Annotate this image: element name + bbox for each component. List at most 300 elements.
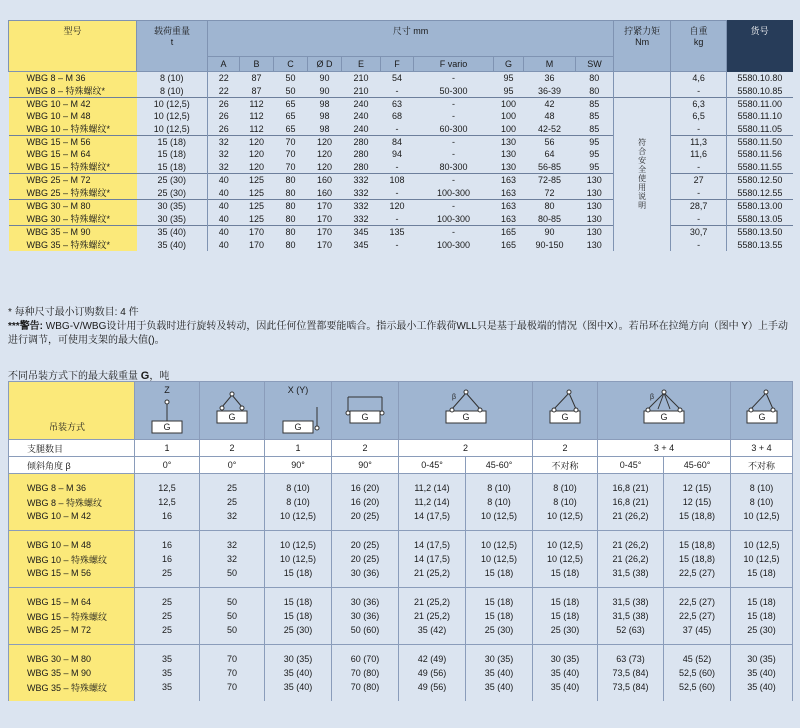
spacer-cell: [332, 523, 399, 531]
value-cell: 240: [342, 110, 381, 122]
value-cell: 332: [342, 200, 381, 213]
part-number: 5580.13.05: [727, 212, 793, 226]
angle-value: 45-60°: [664, 457, 731, 474]
value-cell: 85: [576, 98, 614, 111]
capacity-value: 10 (12,5): [265, 538, 332, 552]
legs-value: 2: [332, 440, 399, 457]
angle-value: 45-60°: [466, 457, 533, 474]
spacer-cell: [265, 588, 332, 596]
value-cell: 36: [524, 72, 576, 85]
spacer-cell: [533, 645, 598, 653]
angle-row: [9, 457, 793, 474]
value-cell: 65: [274, 122, 308, 136]
group-separator: [9, 645, 793, 653]
value-cell: 112: [240, 98, 274, 111]
capacity-value: 8 (10): [533, 495, 598, 509]
header-col: SW: [576, 57, 614, 72]
capacity-value: 10 (12,5): [731, 552, 793, 566]
lift-method-code: X (Y): [287, 385, 309, 395]
torque-note-cell: [614, 98, 671, 252]
value-cell: 130: [576, 238, 614, 251]
header-part-no: 货号: [727, 21, 793, 72]
part-number: 5580.12.55: [727, 186, 793, 200]
header-col: F: [381, 57, 414, 72]
value-cell: 345: [342, 238, 381, 251]
capacity-value: 15 (18): [533, 595, 598, 609]
spacer-cell: [9, 474, 135, 482]
spacer-cell: [533, 588, 598, 596]
model-name: WBG 8 – 特殊螺纹*: [9, 84, 137, 98]
value-cell: 85: [576, 110, 614, 122]
value-cell: 90-150: [524, 238, 576, 251]
spacer-cell: [598, 580, 664, 588]
spacer-cell: [598, 694, 664, 701]
spacer-cell: [135, 694, 200, 701]
capacity-value: 35 (40): [265, 666, 332, 680]
lift-method-cell: [135, 382, 200, 440]
value-cell: -: [414, 200, 494, 213]
value-cell: 10 (12,5): [137, 98, 208, 111]
spacer-cell: [533, 694, 598, 701]
part-number: 5580.11.50: [727, 136, 793, 149]
capacity-value: 30 (35): [533, 652, 598, 666]
header-model: 型号: [9, 21, 137, 72]
capacity-value: 35 (40): [533, 666, 598, 680]
part-number: 5580.13.55: [727, 238, 793, 251]
model-name: WBG 8 – M 36: [9, 72, 137, 85]
table-row: [9, 174, 793, 187]
value-cell: -: [414, 226, 494, 239]
table-row: [9, 509, 793, 523]
svg-text:G: G: [660, 412, 668, 422]
capacity-value: 35: [135, 666, 200, 680]
table-row: [9, 200, 793, 213]
capacity-value: 50: [200, 623, 265, 637]
capacity-value: 15 (18): [533, 609, 598, 623]
spacer-cell: [466, 645, 533, 653]
value-cell: 80: [576, 84, 614, 98]
lift-method-cell: [265, 382, 332, 440]
value-cell: 50: [274, 72, 308, 85]
value-cell: 87: [240, 84, 274, 98]
lift-method-label: 吊装方式: [9, 382, 135, 440]
capacity-value: 21 (26,2): [598, 552, 664, 566]
capacity-value: 12,5: [135, 481, 200, 495]
header-weight: 自重 kg: [671, 21, 727, 72]
value-cell: -: [414, 148, 494, 160]
table-row: [9, 495, 793, 509]
spacer-cell: [598, 474, 664, 482]
capacity-value: 45 (52): [664, 652, 731, 666]
capacity-value: 25: [135, 609, 200, 623]
value-cell: -: [381, 122, 414, 136]
lift-method-cell: [731, 382, 793, 440]
capacity-value: 35 (40): [466, 680, 533, 694]
value-cell: 210: [342, 72, 381, 85]
capacity-value: 25 (30): [533, 623, 598, 637]
value-cell: 56-85: [524, 160, 576, 174]
value-cell: 280: [342, 148, 381, 160]
header-col: Ø D: [308, 57, 342, 72]
capacity-value: 30 (35): [466, 652, 533, 666]
value-cell: 70: [274, 136, 308, 149]
spacer-cell: [466, 474, 533, 482]
capacity-value: 30 (36): [332, 609, 399, 623]
capacity-value: 25 (30): [731, 623, 793, 637]
value-cell: 8 (10): [137, 84, 208, 98]
spacer-cell: [200, 637, 265, 645]
spacer-cell: [135, 637, 200, 645]
capacity-value: 16,8 (21): [598, 481, 664, 495]
spacer-cell: [466, 694, 533, 701]
spacer-cell: [598, 645, 664, 653]
spacer-cell: [399, 637, 466, 645]
value-cell: 50: [274, 84, 308, 98]
value-cell: 170: [308, 238, 342, 251]
value-cell: 130: [494, 160, 524, 174]
capacity-value: 8 (10): [731, 481, 793, 495]
capacity-value: 50: [200, 566, 265, 580]
part-number: 5580.11.55: [727, 160, 793, 174]
value-cell: 80: [274, 174, 308, 187]
value-cell: 8 (10): [137, 72, 208, 85]
value-cell: 25 (30): [137, 186, 208, 200]
value-cell: 130: [576, 226, 614, 239]
value-cell: 26: [208, 122, 240, 136]
value-cell: 130: [576, 186, 614, 200]
value-cell: 15 (18): [137, 148, 208, 160]
spacer-cell: [9, 645, 135, 653]
weight-cell: 11,3: [671, 136, 727, 149]
capacity-value: 35 (40): [466, 666, 533, 680]
value-cell: 60-300: [414, 122, 494, 136]
model-name: WBG 10 – 特殊螺纹*: [9, 122, 137, 136]
capacity-value: 15 (18): [533, 566, 598, 580]
value-cell: 50-300: [414, 84, 494, 98]
value-cell: 80: [274, 226, 308, 239]
table-row: [9, 186, 793, 200]
spacer-cell: [399, 580, 466, 588]
header-col: G: [494, 57, 524, 72]
value-cell: 26: [208, 98, 240, 111]
model-name: WBG 10 – M 48: [9, 538, 135, 552]
capacity-value: 70: [200, 652, 265, 666]
capacity-value: 10 (12,5): [533, 552, 598, 566]
value-cell: 210: [342, 84, 381, 98]
value-cell: 80: [274, 200, 308, 213]
angle-value: 0-45°: [399, 457, 466, 474]
value-cell: 65: [274, 98, 308, 111]
spacer-cell: [9, 580, 135, 588]
group-end: [9, 694, 793, 701]
capacity-value: 25 (30): [466, 623, 533, 637]
capacity-value: 14 (17,5): [399, 552, 466, 566]
value-cell: 22: [208, 72, 240, 85]
value-cell: -: [414, 136, 494, 149]
weight-cell: 6,3: [671, 98, 727, 111]
table-row: [9, 552, 793, 566]
table-row: [9, 72, 793, 85]
value-cell: 170: [308, 200, 342, 213]
weight-cell: -: [671, 212, 727, 226]
capacity-value: 10 (12,5): [731, 538, 793, 552]
group-separator: [9, 474, 793, 482]
spacer-cell: [533, 580, 598, 588]
model-name: WBG 30 – M 80: [9, 652, 135, 666]
legs-label: 支腿数目: [9, 440, 135, 457]
value-cell: 80: [576, 72, 614, 85]
value-cell: -: [381, 238, 414, 251]
capacity-value: 49 (56): [399, 680, 466, 694]
value-cell: 10 (12,5): [137, 110, 208, 122]
angle-value: 0°: [200, 457, 265, 474]
spacer-cell: [332, 474, 399, 482]
capacity-value: 16: [135, 538, 200, 552]
svg-text:G: G: [294, 422, 302, 432]
capacity-value: 37 (45): [664, 623, 731, 637]
capacity-value: 52,5 (60): [664, 666, 731, 680]
capacity-value: 35 (42): [399, 623, 466, 637]
capacity-value: 32: [200, 509, 265, 523]
value-cell: 135: [381, 226, 414, 239]
lift-method-row: [9, 382, 793, 440]
group-separator: [9, 531, 793, 539]
value-cell: 100-300: [414, 186, 494, 200]
spacer-cell: [399, 694, 466, 701]
value-cell: 332: [342, 186, 381, 200]
table-row: [9, 98, 793, 111]
angle-value: 不对称: [731, 457, 793, 474]
spacer-cell: [533, 531, 598, 539]
spacer-cell: [399, 474, 466, 482]
value-cell: 332: [342, 174, 381, 187]
model-name: WBG 8 – M 36: [9, 481, 135, 495]
spacer-cell: [466, 531, 533, 539]
model-name: WBG 25 – M 72: [9, 174, 137, 187]
spacer-cell: [332, 580, 399, 588]
table-row: [9, 122, 793, 136]
model-name: WBG 25 – 特殊螺纹*: [9, 186, 137, 200]
table-row: [9, 609, 793, 623]
spacer-cell: [135, 588, 200, 596]
capacity-value: 25: [200, 495, 265, 509]
value-cell: 80-300: [414, 160, 494, 174]
capacity-value: 50: [200, 609, 265, 623]
table-row: [9, 136, 793, 149]
model-name: WBG 10 – 特殊螺纹: [9, 552, 135, 566]
weight-cell: 30,7: [671, 226, 727, 239]
spacer-cell: [598, 523, 664, 531]
capacity-value: 15 (18): [466, 566, 533, 580]
part-number: 5580.11.10: [727, 110, 793, 122]
value-cell: 240: [342, 98, 381, 111]
table-row: [9, 212, 793, 226]
model-name: WBG 35 – M 90: [9, 226, 137, 239]
weight-cell: -: [671, 122, 727, 136]
value-cell: 332: [342, 212, 381, 226]
model-name: WBG 15 – M 56: [9, 136, 137, 149]
capacity-value: 15 (18): [265, 595, 332, 609]
capacity-value: 10 (12,5): [466, 538, 533, 552]
capacity-value: 16: [135, 509, 200, 523]
value-cell: 125: [240, 186, 274, 200]
capacity-value: 16: [135, 552, 200, 566]
capacity-value: 8 (10): [731, 495, 793, 509]
spacer-cell: [664, 645, 731, 653]
value-cell: 130: [494, 136, 524, 149]
torque-cell-top: [614, 72, 671, 85]
value-cell: 68: [381, 110, 414, 122]
value-cell: 120: [308, 148, 342, 160]
spacer-cell: [9, 531, 135, 539]
capacity-value: 15 (18): [731, 566, 793, 580]
legs-value: 3 + 4: [598, 440, 731, 457]
spacer-cell: [9, 694, 135, 701]
value-cell: 65: [274, 110, 308, 122]
lift-method-cell: [598, 382, 731, 440]
weight-cell: -: [671, 238, 727, 251]
table-row: [9, 226, 793, 239]
model-name: WBG 35 – 特殊螺纹: [9, 680, 135, 694]
legs-value: 1: [265, 440, 332, 457]
model-name: WBG 10 – M 48: [9, 110, 137, 122]
spacer-cell: [200, 694, 265, 701]
spacer-cell: [664, 531, 731, 539]
spacer-cell: [200, 645, 265, 653]
part-number: 5580.10.85: [727, 84, 793, 98]
spacer-cell: [731, 580, 793, 588]
value-cell: 40: [208, 200, 240, 213]
value-cell: 95: [576, 136, 614, 149]
value-cell: 100: [494, 122, 524, 136]
spacer-cell: [731, 645, 793, 653]
value-cell: 90: [524, 226, 576, 239]
value-cell: 80: [524, 200, 576, 213]
capacity-value: 22,5 (27): [664, 609, 731, 623]
model-name: WBG 15 – M 56: [9, 566, 135, 580]
value-cell: 120: [240, 160, 274, 174]
model-name: WBG 10 – M 42: [9, 509, 135, 523]
capacity-value: 15 (18): [731, 609, 793, 623]
svg-text:G: G: [228, 412, 236, 422]
value-cell: 100-300: [414, 238, 494, 251]
angle-value: 不对称: [533, 457, 598, 474]
table-row: [9, 84, 793, 98]
capacity-value: 35: [135, 680, 200, 694]
spacer-cell: [200, 588, 265, 596]
value-cell: 94: [381, 148, 414, 160]
part-number: 5580.12.50: [727, 174, 793, 187]
value-cell: 40: [208, 226, 240, 239]
capacity-value: 10 (12,5): [265, 509, 332, 523]
spacer-cell: [265, 694, 332, 701]
value-cell: 64: [524, 148, 576, 160]
capacity-value: 10 (12,5): [466, 509, 533, 523]
table-row: [9, 538, 793, 552]
spacer-cell: [135, 474, 200, 482]
value-cell: 56: [524, 136, 576, 149]
header-col: E: [342, 57, 381, 72]
capacity-value: 73,5 (84): [598, 680, 664, 694]
spacer-cell: [332, 694, 399, 701]
spacer-cell: [135, 645, 200, 653]
capacity-value: 20 (25): [332, 552, 399, 566]
value-cell: 70: [274, 160, 308, 174]
value-cell: 32: [208, 160, 240, 174]
capacity-value: 30 (36): [332, 566, 399, 580]
value-cell: 72: [524, 186, 576, 200]
spacer-cell: [664, 694, 731, 701]
table-row: [9, 623, 793, 637]
capacity-value: 8 (10): [466, 495, 533, 509]
spacer-cell: [731, 531, 793, 539]
part-number: 5580.11.05: [727, 122, 793, 136]
note-warning: ***警告: WBG-V/WBG设计用于负载时进行旋转及转动，因此任何位置都要能啮合。指示最小工作载荷WLL只是基于最极端的情况（图中X）。若吊环在拉绳方向（图中 Y）上手动进行调节，可使用支架的最大值()。: [8, 321, 789, 346]
capacity-value: 31,5 (38): [598, 595, 664, 609]
capacity-value: 11,2 (14): [399, 495, 466, 509]
lift-diagram-icon: [273, 397, 323, 437]
spacer-cell: [466, 580, 533, 588]
value-cell: 108: [381, 174, 414, 187]
value-cell: 98: [308, 98, 342, 111]
model-name: WBG 35 – 特殊螺纹*: [9, 238, 137, 251]
capacity-value: 8 (10): [265, 495, 332, 509]
legs-row: [9, 440, 793, 457]
value-cell: -: [414, 174, 494, 187]
capacity-value: 21 (25,2): [399, 566, 466, 580]
capacity-value: 14 (17,5): [399, 509, 466, 523]
value-cell: 130: [494, 148, 524, 160]
svg-text:G: G: [163, 422, 171, 432]
spacer-cell: [466, 523, 533, 531]
spacer-cell: [9, 588, 135, 596]
value-cell: 40: [208, 174, 240, 187]
value-cell: 85: [576, 122, 614, 136]
capacity-value: 35 (40): [533, 680, 598, 694]
capacity-value: 32: [200, 552, 265, 566]
value-cell: 35 (40): [137, 238, 208, 251]
capacity-value: 22,5 (27): [664, 566, 731, 580]
value-cell: 125: [240, 174, 274, 187]
part-number: 5580.10.80: [727, 72, 793, 85]
capacity-value: 63 (73): [598, 652, 664, 666]
lift-diagram-icon: [737, 387, 787, 427]
value-cell: 280: [342, 160, 381, 174]
legs-value: 2: [533, 440, 598, 457]
value-cell: 32: [208, 136, 240, 149]
value-cell: 40: [208, 238, 240, 251]
capacity-value: 11,2 (14): [399, 481, 466, 495]
table-row: [9, 481, 793, 495]
group-separator: [9, 588, 793, 596]
capacity-value: 12 (15): [664, 495, 731, 509]
capacity-value: 21 (26,2): [598, 509, 664, 523]
load-capacity-table: [8, 381, 793, 701]
capacity-value: 73,5 (84): [598, 666, 664, 680]
capacity-value: 25: [135, 623, 200, 637]
value-cell: -: [414, 98, 494, 111]
value-cell: 165: [494, 238, 524, 251]
capacity-value: 30 (36): [332, 595, 399, 609]
model-name: WBG 30 – 特殊螺纹*: [9, 212, 137, 226]
value-cell: 125: [240, 212, 274, 226]
value-cell: 170: [240, 226, 274, 239]
capacity-value: 8 (10): [466, 481, 533, 495]
capacity-value: 15 (18): [466, 595, 533, 609]
value-cell: 80: [274, 212, 308, 226]
weight-cell: 11,6: [671, 148, 727, 160]
section-title: 不同吊装方式下的最大载重量 G，吨: [8, 370, 170, 382]
